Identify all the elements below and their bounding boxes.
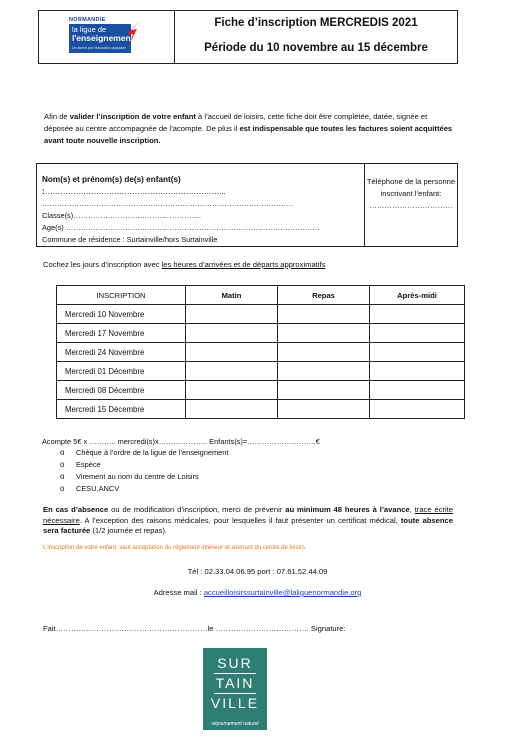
matin-cell[interactable] (186, 362, 278, 381)
absence-text-4: (1/2 journée et repas). (90, 526, 168, 535)
stamp-line2: TAIN (215, 675, 255, 691)
form-title: Fiche d’inscription MERCREDIS 2021 (214, 17, 418, 29)
day-label: Mercredi 15 Décembre (57, 400, 186, 419)
form-period: Période du 10 novembre au 15 décembre (204, 42, 428, 54)
list-item[interactable] (60, 459, 228, 471)
absence-text-1: ou de modification d’inscription, merci de prévenir (108, 505, 286, 514)
bullet-icon: o (60, 448, 65, 457)
email-link[interactable]: accueilloisirssurtainville@laliguenormandie.org (203, 588, 362, 597)
phone-field[interactable]: …………………………… (369, 201, 453, 210)
list-item[interactable] (60, 447, 228, 459)
logo-line1: la ligue de (72, 25, 107, 34)
email-label: Adresse mail : (153, 588, 204, 597)
stamp-divider (214, 693, 256, 694)
phone-label: Téléphone de la personne inscrivant l’enfant: (366, 177, 456, 198)
schedule-table (56, 285, 465, 419)
ligue-logo (69, 24, 134, 53)
absence-bold-2: au minimum 48 heures à l’avance (285, 505, 410, 514)
repas-cell[interactable] (278, 324, 370, 343)
schedule-header-row (57, 286, 465, 305)
matin-cell[interactable] (186, 324, 278, 343)
apres-midi-cell[interactable] (370, 324, 465, 343)
apres-midi-cell[interactable] (370, 362, 465, 381)
apres-midi-cell[interactable] (370, 343, 465, 362)
child-fields (37, 164, 365, 246)
day-label: Mercredi 24 Novembre (57, 343, 186, 362)
repas-cell[interactable] (278, 381, 370, 400)
apres-midi-cell[interactable] (370, 400, 465, 419)
payment-option-label: Chèque à l’ordre de la ligue de l’enseignement (76, 448, 229, 457)
logo-region-text: NORMANDIE (69, 17, 106, 23)
absence-bold-3: toute absence sera facturée (43, 515, 453, 535)
phone-numbers: Tél : 02.33.04.06.95 port : 07.61.52.44.09 (187, 567, 328, 576)
logo-cell (39, 11, 175, 63)
child-names-field[interactable] (42, 174, 364, 198)
stamp-line1: SUR (217, 655, 253, 671)
day-label: Mercredi 10 Novembre (57, 305, 186, 324)
cochez-text: Cochez les jours d’inscription avec (43, 260, 162, 269)
absence-bold-1: En cas d’absence (43, 505, 109, 514)
intro-text-2: à l’accueil de loisirs, cette fiche doit être complétée, datée, signée et déposée au centre accompagnée de l’acompte. De plus il (44, 112, 428, 133)
bullet-icon: o (60, 484, 65, 493)
intro-paragraph (44, 111, 454, 147)
bullet-icon: o (60, 460, 65, 469)
matin-cell[interactable] (186, 305, 278, 324)
child-names-dots: …………………………………………………………….. (44, 187, 226, 196)
logo-line2: l'enseignement (72, 33, 134, 43)
child-info-box (36, 163, 458, 247)
phone-cell (365, 164, 457, 246)
table-row (57, 324, 465, 343)
apres-midi-cell[interactable] (370, 305, 465, 324)
intro-bold-2: est indispensable que toutes les factures soient acquittées avant toute nouvelle inscription. (44, 124, 453, 145)
age-field[interactable]: Age(s) …………………………………………………………………………………………. (42, 223, 320, 232)
intro-text-1: Afin de (44, 112, 70, 121)
day-label: Mercredi 01 Décembre (57, 362, 186, 381)
matin-cell[interactable] (186, 381, 278, 400)
email-line (0, 588, 515, 597)
child-names-label: Nom(s) et prénom(s) de(s) enfant(s) : (42, 175, 181, 196)
matin-cell[interactable] (186, 400, 278, 419)
day-label: Mercredi 17 Novembre (57, 324, 186, 343)
payment-options (60, 447, 228, 495)
repas-cell[interactable] (278, 343, 370, 362)
repas-cell[interactable] (278, 305, 370, 324)
cochez-underlined: les heures d’arrivées et de départs approximatifs (161, 260, 326, 269)
stamp-line3: VILLE (210, 695, 260, 711)
stamp-divider (214, 673, 256, 674)
header-repas: Repas (278, 286, 370, 305)
repas-cell[interactable] (278, 362, 370, 381)
absence-underlined: trace écrite nécessaire (43, 505, 454, 525)
list-item[interactable] (60, 483, 228, 495)
table-row (57, 362, 465, 381)
logo-arrow-icon (125, 21, 141, 45)
stamp-slogan: séjournement naturel (211, 721, 259, 727)
absence-notice (43, 505, 453, 537)
surtainville-logo (203, 648, 267, 730)
payment-option-label: Espèce (76, 460, 101, 469)
list-item[interactable] (60, 471, 228, 483)
payment-option-label: CESU,ANCV (76, 484, 120, 493)
day-label: Mercredi 08 Décembre (57, 381, 186, 400)
payment-option-label: Virement au nom du centre de Loisirs (76, 472, 199, 481)
schedule-instructions (43, 260, 325, 269)
regulation-notice: L’inscription de votre enfant, vaut acceptation du règlement intérieur et avenant du centre de loisirs. (43, 545, 307, 551)
header-matin: Matin (186, 286, 278, 305)
repas-cell[interactable] (278, 400, 370, 419)
commune-field[interactable]: Commune de résidence : Surtainville/hors Surtainville (42, 235, 218, 244)
intro-bold-1: valider l’inscription de votre enfant (69, 112, 196, 121)
absence-text-2: , (409, 505, 415, 514)
title-cell (175, 11, 457, 63)
logo-tagline: Un avenir par l'éducation populaire (72, 46, 126, 50)
table-row (57, 343, 465, 362)
absence-text-3: . A l’exception des raisons médicales, pour lesquelles il faut présenter un certificat médical, (79, 515, 401, 525)
class-field[interactable]: …………………………………………………………………………………………Classe(s)……………………………………………. (42, 199, 294, 220)
table-row (57, 381, 465, 400)
table-row (57, 400, 465, 419)
signature-line[interactable]: Fait……………………………………………………le ………………………………. Signature: (43, 624, 346, 633)
matin-cell[interactable] (186, 343, 278, 362)
header-apres-midi: Après-midi (370, 286, 465, 305)
acompte-line[interactable]: Acompte 5€ x ……….. mercredi(s)x……………….. Enfants(s)=……………………….€ (42, 437, 320, 446)
apres-midi-cell[interactable] (370, 381, 465, 400)
header-box (38, 10, 458, 64)
bullet-icon: o (60, 472, 65, 481)
header-inscription: INSCRIPTION (57, 286, 186, 305)
table-row (57, 305, 465, 324)
